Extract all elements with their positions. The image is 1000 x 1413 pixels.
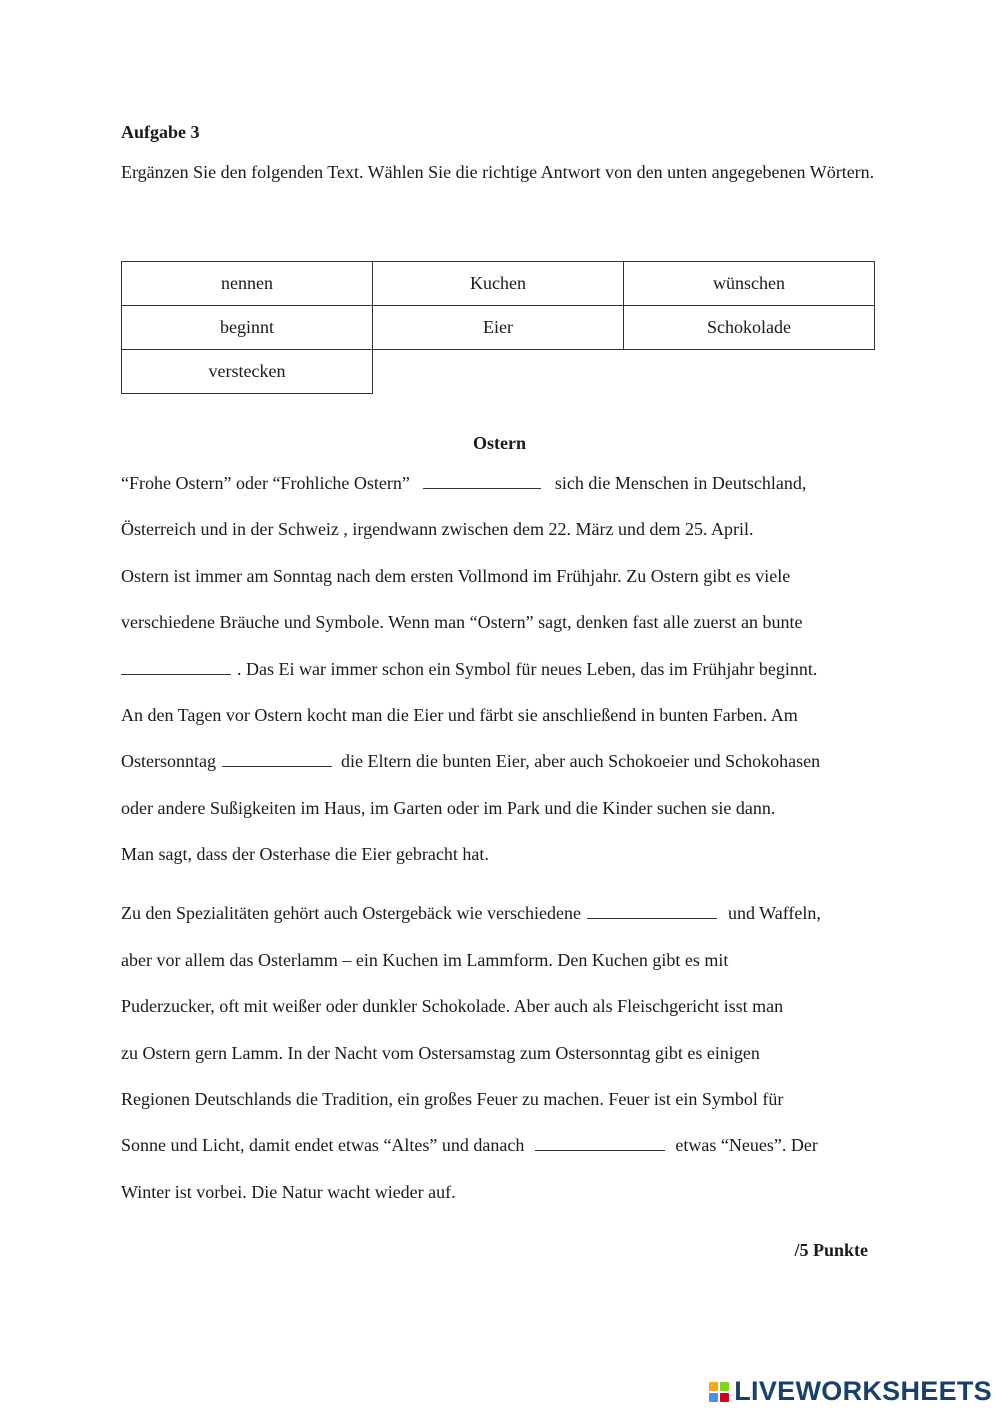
gap-field-3[interactable] bbox=[222, 750, 332, 767]
word-bank-empty-cell bbox=[373, 350, 624, 394]
text-line: oder andere Sußigkeiten im Haus, im Garten oder im Park und die Kinder suchen sie dann. bbox=[121, 798, 776, 818]
text-line: Zu den Spezialitäten gehört auch Ostergebäck wie verschiedene und Waffeln, bbox=[121, 903, 821, 923]
word-bank-row bbox=[122, 350, 875, 394]
word-bank-empty-cell bbox=[624, 350, 875, 394]
text-line: aber vor allem das Osterlamm – ein Kuchen im Lammform. Den Kuchen gibt es mit bbox=[121, 950, 729, 970]
word-bank-row bbox=[122, 306, 875, 350]
gap-field-5[interactable] bbox=[535, 1134, 665, 1151]
points-label: /5 Punkte bbox=[794, 1240, 868, 1260]
text-line: verschiedene Bräuche und Symbole. Wenn man “Ostern” sagt, denken fast alle zuerst an bunte bbox=[121, 612, 803, 632]
text-line: Österreich und in der Schweiz , irgendwann zwischen dem 22. März und dem 25. April. bbox=[121, 519, 754, 539]
text-line: Ostersonntag die Eltern die bunten Eier, aber auch Schokoeier und Schokohasen bbox=[121, 751, 821, 771]
gap-field-1[interactable] bbox=[423, 472, 541, 489]
word-bank-cell: verstecken bbox=[122, 350, 373, 394]
word-bank-cell: Kuchen bbox=[373, 262, 624, 306]
word-bank-row bbox=[122, 262, 875, 306]
text-line: Puderzucker, oft mit weißer oder dunkler Schokolade. Aber auch als Fleischgericht isst man bbox=[121, 996, 784, 1016]
logo-grid-icon bbox=[709, 1382, 729, 1402]
gap-field-4[interactable] bbox=[587, 902, 717, 919]
task-instruction: Ergänzen Sie den folgenden Text. Wählen Sie die richtige Antwort von den unten angegebenen Wörtern. bbox=[121, 162, 875, 182]
text-line: “Frohe Ostern” oder “Frohliche Ostern” sich die Menschen in Deutschland, bbox=[121, 473, 807, 493]
text-line: . Das Ei war immer schon ein Symbol für neues Leben, das im Frühjahr beginnt. bbox=[121, 657, 878, 681]
text-line: Winter ist vorbei. Die Natur wacht wieder auf. bbox=[121, 1182, 456, 1202]
text-line: zu Ostern gern Lamm. In der Nacht vom Ostersamstag zum Ostersonntag gibt es einigen bbox=[121, 1043, 760, 1063]
word-bank-table bbox=[121, 261, 875, 394]
text-line: Ostern ist immer am Sonntag nach dem ersten Vollmond im Frühjahr. Zu Ostern gibt es viele bbox=[121, 566, 791, 586]
text-line: Sonne und Licht, damit endet etwas “Altes” und danach etwas “Neues”. Der bbox=[121, 1135, 818, 1155]
liveworksheets-logo bbox=[709, 1376, 992, 1407]
gap-field-2[interactable] bbox=[121, 658, 231, 675]
word-bank-cell: wünschen bbox=[624, 262, 875, 306]
word-bank-cell: Schokolade bbox=[624, 306, 875, 350]
logo-text: LIVEWORKSHEETS bbox=[734, 1376, 992, 1406]
word-bank-cell: nennen bbox=[122, 262, 373, 306]
task-title: Aufgabe 3 bbox=[121, 122, 200, 142]
word-bank-cell: beginnt bbox=[122, 306, 373, 350]
text-line: An den Tagen vor Ostern kocht man die Eier und färbt sie anschließend in bunten Farben. Am bbox=[121, 705, 798, 725]
text-title: Ostern bbox=[473, 433, 526, 453]
text-line: Regionen Deutschlands die Tradition, ein großes Feuer zu machen. Feuer ist ein Symbol für bbox=[121, 1089, 784, 1109]
text-line: Man sagt, dass der Osterhase die Eier gebracht hat. bbox=[121, 844, 489, 864]
word-bank-cell: Eier bbox=[373, 306, 624, 350]
